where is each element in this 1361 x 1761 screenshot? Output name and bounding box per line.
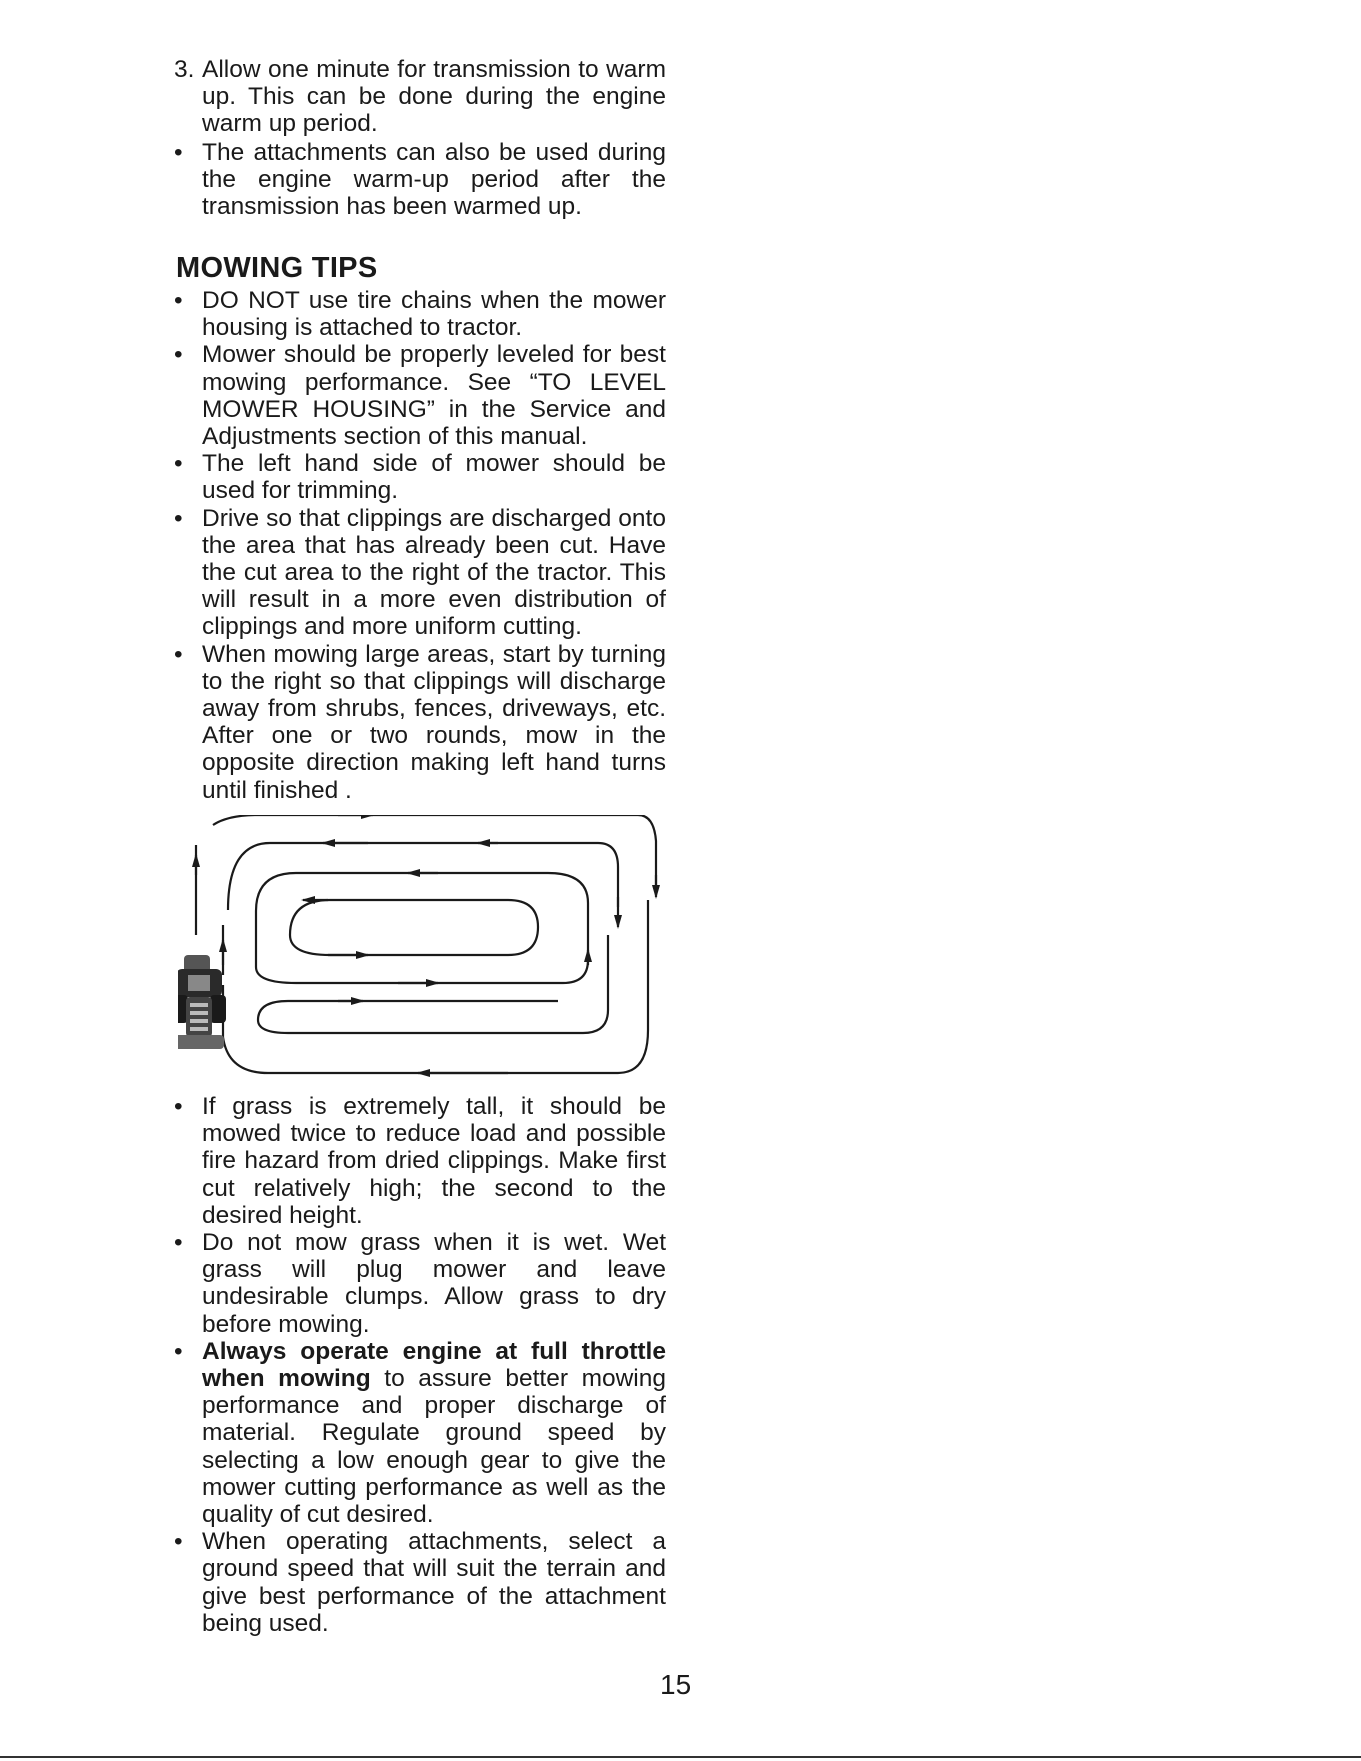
tip-text: to assure better mowing performance and proper discharge of material. Regulate ground speed by selecting a low enough gear to give the mower cutting performance as well as the quality of cut desired. (202, 1365, 666, 1529)
bullet-dot: • (174, 341, 183, 369)
bullet-dot: • (174, 1528, 183, 1556)
mowing-path-lines (196, 815, 656, 1073)
bullet-dot: • (174, 450, 183, 478)
tip-discharge-direction (172, 505, 666, 641)
page-number: 15 (660, 1669, 692, 1700)
bullet-dot: • (174, 287, 183, 314)
tip-left-trimming (172, 450, 666, 504)
tip-text: Drive so that clippings are discharged onto the area that has already been cut. Have the cut area to the right of the tractor. This will result in a more even distribution of clippings and more uniform cutting. (202, 504, 666, 641)
outer-bottom-path (223, 900, 648, 1073)
tractor-icon (178, 955, 226, 1049)
tip-wet-grass (172, 1229, 666, 1338)
tip-text: The left hand side of mower should be used for trimming. (202, 450, 666, 505)
tip-large-areas (172, 641, 666, 804)
tip-text: Mower should be properly leveled for best mowing performance. See “TO LEVEL MOWER HOUSING” in the Service and Adjustments section of this manual. (202, 341, 666, 451)
bullet-dot: • (174, 1093, 183, 1120)
ring-4-path (290, 900, 538, 955)
tip-attachments (172, 1528, 666, 1637)
step-number: 3. (174, 56, 195, 83)
intro-step (172, 56, 666, 138)
bottom-rule (0, 1756, 1361, 1758)
tip-text: When operating attachments, select a ground speed that will suit the terrain and give best performance of the attachment being used. (202, 1528, 666, 1637)
bullet-dot: • (174, 139, 183, 166)
intro-bullet (172, 139, 666, 221)
mowing-tips-heading: MOWING TIPS (176, 252, 378, 284)
bullet-dot: • (174, 1337, 183, 1365)
mowing-pattern-diagram (178, 815, 668, 1085)
bullet-dot: • (174, 1229, 183, 1257)
bullet-dot: • (174, 504, 183, 532)
step-3-text: Allow one minute for transmission to warm up. This can be done during the engine warm up period. (202, 56, 666, 138)
intro-bullets (172, 139, 666, 221)
intro-bullet-text: The attachments can also be used during the engine warm-up period after the transmission has been warmed up. (202, 139, 666, 221)
tip-tall-grass (172, 1093, 666, 1229)
bullet-dot: • (174, 640, 183, 668)
tips-list-before-figure (172, 287, 666, 804)
tip-text: When mowing large areas, start by turning to the right so that clippings will discharge away from shrubs, fences, driveways, etc. After one or two rounds, mow in the opposite direction making left hand turns until finished . (202, 640, 666, 804)
tip-text: Do not mow grass when it is wet. Wet grass will plug mower and leave undesirable clumps. Allow grass to dry before mowing. (202, 1229, 666, 1338)
tip-tire-chains (172, 287, 666, 341)
tips-list-after-figure (172, 1093, 666, 1637)
step-3 (172, 56, 666, 138)
tip-bold-text: Always operate engine at full throttle when mowing (202, 1337, 666, 1393)
tip-text: DO NOT use tire chains when the mower housing is attached to tractor. (202, 287, 666, 342)
tip-level-mower (172, 341, 666, 450)
tip-full-throttle (172, 1338, 666, 1528)
tip-text: If grass is extremely tall, it should be mowed twice to reduce load and possible fire hazard from dried clippings. Make first cut relatively high; the second to the desired height. (202, 1093, 666, 1229)
